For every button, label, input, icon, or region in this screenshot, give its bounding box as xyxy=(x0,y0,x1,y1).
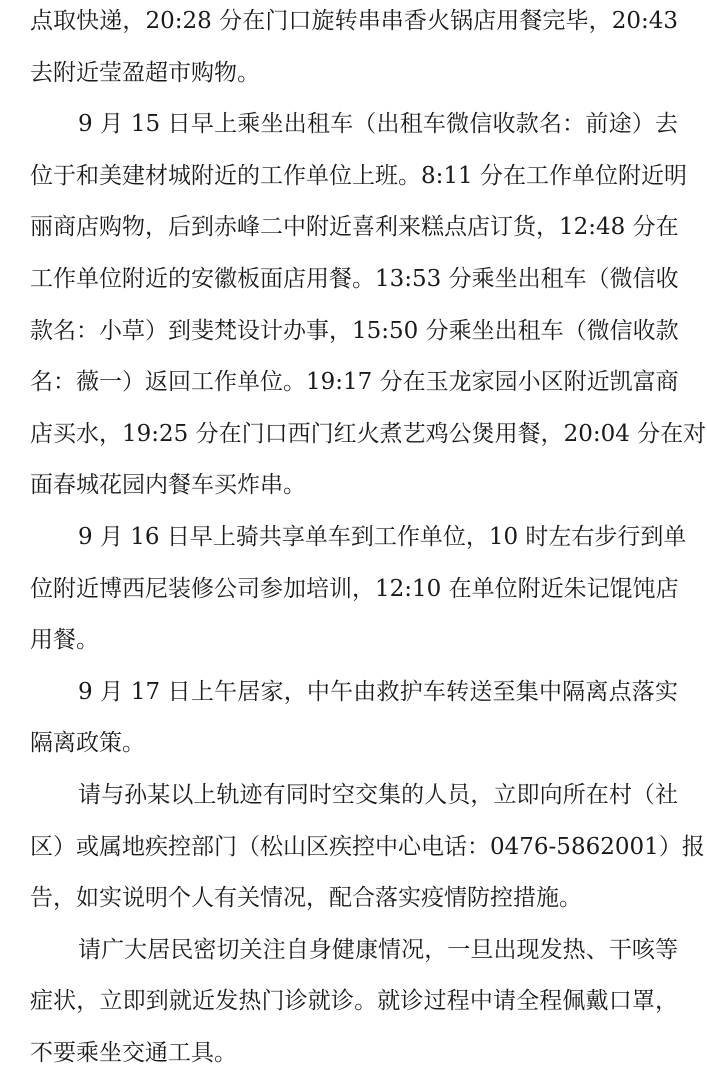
text-line: 不要乘坐交通工具。 xyxy=(30,1039,237,1066)
document-body xyxy=(30,0,707,1079)
paragraph xyxy=(30,925,678,1079)
text-line: 隔离政策。 xyxy=(30,730,145,757)
text-line: 9 月 16 日早上骑共享单车到工作单位，10 时左右步行到单 xyxy=(78,523,687,550)
text-line: 位附近博西尼装修公司参加培训，12:10 在单位附近朱记馄饨店 xyxy=(30,575,679,602)
text-line: 店买水，19:25 分在门口西门红火煮艺鸡公煲用餐，20:04 分在对 xyxy=(30,420,707,447)
text-line: 工作单位附近的安徽板面店用餐。13:53 分乘坐出租车（微信收 xyxy=(30,265,679,292)
text-line: 点取快递，20:28 分在门口旋转串串香火锅店用餐完毕，20:43 xyxy=(30,8,678,34)
text-line: 请广大居民密切关注自身健康情况，一旦出现发热、干咳等 xyxy=(78,936,678,963)
text-line: 面春城花园内餐车买炸串。 xyxy=(30,472,306,499)
paragraph xyxy=(30,770,705,925)
text-line: 位于和美建材城附近的工作单位上班。8:11 分在工作单位附近明 xyxy=(30,162,687,189)
paragraph xyxy=(30,667,678,770)
text-line: 9 月 15 日早上乘坐出租车（出租车微信收款名：前途）去 xyxy=(78,111,678,138)
text-line: 丽商店购物，后到赤峰二中附近喜利来糕点店订货，12:48 分在 xyxy=(30,214,679,241)
paragraph xyxy=(30,99,707,512)
text-line: 区）或属地疾控部门（松山区疾控中心电话：0476-5862001）报 xyxy=(30,833,705,860)
text-line: 款名：小草）到斐梵设计办事，15:50 分乘坐出租车（微信收款 xyxy=(30,317,679,344)
paragraph xyxy=(30,512,687,667)
text-line: 9 月 17 日上午居家，中午由救护车转送至集中隔离点落实 xyxy=(78,678,678,705)
paragraph xyxy=(30,0,678,99)
text-line: 去附近莹盈超市购物。 xyxy=(30,59,260,86)
text-line: 告，如实说明个人有关情况，配合落实疫情防控措施。 xyxy=(30,885,582,912)
text-line: 用餐。 xyxy=(30,627,99,654)
text-line: 请与孙某以上轨迹有同时空交集的人员，立即向所在村（社 xyxy=(78,781,678,808)
text-line: 症状，立即到就近发热门诊就诊。就诊过程中请全程佩戴口罩， xyxy=(30,988,678,1015)
text-line: 名：薇一）返回工作单位。19:17 分在玉龙家园小区附近凯富商 xyxy=(30,369,679,396)
